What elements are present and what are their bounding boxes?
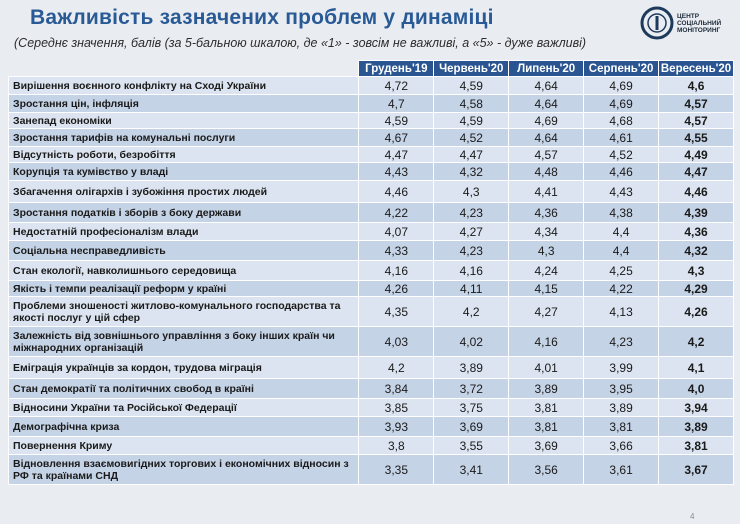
column-header: Липень'20 — [509, 61, 584, 77]
row-label: Недостатній професіоналізм влади — [9, 223, 359, 241]
table-cell: 4,22 — [584, 281, 659, 297]
table-row — [9, 297, 734, 327]
logo-icon — [640, 6, 674, 40]
table-cell: 3,81 — [584, 417, 659, 437]
table-cell: 4,59 — [359, 113, 434, 129]
table-cell: 4,43 — [359, 163, 434, 181]
row-label: Збагачення олігархів і зубожіння простих людей — [9, 181, 359, 203]
table-row — [9, 223, 734, 241]
table-cell: 4,69 — [509, 113, 584, 129]
table-cell: 4,03 — [359, 327, 434, 357]
table-cell: 3,93 — [359, 417, 434, 437]
row-label: Вирішення воєнного конфлікту на Сході України — [9, 77, 359, 95]
table-cell: 4,3 — [659, 261, 734, 281]
table-cell: 4,3 — [434, 181, 509, 203]
table-cell: 3,81 — [509, 399, 584, 417]
table-cell: 4,33 — [359, 241, 434, 261]
row-label: Відносини України та Російської Федерації — [9, 399, 359, 417]
table-cell: 4,72 — [359, 77, 434, 95]
table-cell: 4,35 — [359, 297, 434, 327]
table-cell: 4,27 — [509, 297, 584, 327]
table-cell: 3,89 — [659, 417, 734, 437]
table-cell: 3,35 — [359, 455, 434, 485]
table-cell: 4,69 — [584, 95, 659, 113]
table-cell: 4,2 — [434, 297, 509, 327]
table-cell: 4,36 — [659, 223, 734, 241]
table-cell: 4,2 — [359, 357, 434, 379]
table-cell: 4,46 — [359, 181, 434, 203]
row-label: Корупція та кумівство у владі — [9, 163, 359, 181]
table-cell: 4,38 — [584, 203, 659, 223]
row-label: Зростання податків і зборів з боку держави — [9, 203, 359, 223]
table-cell: 3,75 — [434, 399, 509, 417]
row-label: Залежність від зовнішнього управління з боку інших країн чи міжнародних організацій — [9, 327, 359, 357]
table-row — [9, 203, 734, 223]
table-row — [9, 261, 734, 281]
table-cell: 4,3 — [509, 241, 584, 261]
table-cell: 3,72 — [434, 379, 509, 399]
page-number: 4 — [690, 512, 695, 521]
table-cell: 4,47 — [434, 147, 509, 163]
page-subtitle: (Середнє значення, балів (за 5-бальною шкалою, де «1» - зовсім не важливі, а «5» - дуже важливі) — [14, 36, 587, 50]
table-cell: 3,89 — [584, 399, 659, 417]
table-cell: 4,0 — [659, 379, 734, 399]
column-header: Вересень'20 — [659, 61, 734, 77]
row-label: Занепад економіки — [9, 113, 359, 129]
table-cell: 3,66 — [584, 437, 659, 455]
table-cell: 3,55 — [434, 437, 509, 455]
table-cell: 4,47 — [659, 163, 734, 181]
table-cell: 3,69 — [434, 417, 509, 437]
table-cell: 4,1 — [659, 357, 734, 379]
table-cell: 4,59 — [434, 113, 509, 129]
table-cell: 4,48 — [509, 163, 584, 181]
table-cell: 4,27 — [434, 223, 509, 241]
row-label: Відновлення взаємовигідних торгових і економічних відносин з РФ та країнами СНД — [9, 455, 359, 485]
table-cell: 4,64 — [509, 77, 584, 95]
table-cell: 4,24 — [509, 261, 584, 281]
page-title: Важливість зазначених проблем у динаміці — [30, 6, 494, 29]
table-cell: 3,81 — [659, 437, 734, 455]
table-cell: 3,94 — [659, 399, 734, 417]
table-cell: 4,46 — [584, 163, 659, 181]
table-cell: 4,29 — [659, 281, 734, 297]
row-label: Повернення Криму — [9, 437, 359, 455]
table-row — [9, 163, 734, 181]
table-cell: 4,49 — [659, 147, 734, 163]
table-cell: 3,69 — [509, 437, 584, 455]
table-cell: 4,52 — [584, 147, 659, 163]
table-cell: 4,32 — [659, 241, 734, 261]
table-cell: 4,36 — [509, 203, 584, 223]
table-cell: 4,26 — [359, 281, 434, 297]
problems-table — [8, 60, 734, 485]
table-cell: 3,99 — [584, 357, 659, 379]
table-cell: 4,23 — [584, 327, 659, 357]
table-cell: 4,7 — [359, 95, 434, 113]
table-cell: 4,41 — [509, 181, 584, 203]
table-row — [9, 281, 734, 297]
table-cell: 4,16 — [509, 327, 584, 357]
table-row — [9, 357, 734, 379]
row-label: Проблеми зношеності житлово-комунального господарства та якості послуг у цій сфер — [9, 297, 359, 327]
header-corner — [9, 61, 359, 77]
table-cell: 4,43 — [584, 181, 659, 203]
table-cell: 4,64 — [509, 95, 584, 113]
table-cell: 3,8 — [359, 437, 434, 455]
row-label: Якість і темпи реалізації реформ у країні — [9, 281, 359, 297]
table-cell: 4,57 — [659, 113, 734, 129]
table-cell: 4,15 — [509, 281, 584, 297]
table-cell: 3,89 — [434, 357, 509, 379]
row-label: Стан демократії та політичних свобод в країні — [9, 379, 359, 399]
table-cell: 4,55 — [659, 129, 734, 147]
table-row — [9, 327, 734, 357]
table-cell: 3,56 — [509, 455, 584, 485]
column-header: Червень'20 — [434, 61, 509, 77]
row-label: Стан екології, навколишнього середовища — [9, 261, 359, 281]
row-label: Зростання тарифів на комунальні послуги — [9, 129, 359, 147]
table-cell: 4,68 — [584, 113, 659, 129]
table-cell: 4,22 — [359, 203, 434, 223]
row-label: Зростання цін, інфляція — [9, 95, 359, 113]
table-cell: 4,59 — [434, 77, 509, 95]
table-cell: 4,13 — [584, 297, 659, 327]
table-cell: 4,52 — [434, 129, 509, 147]
table-row — [9, 241, 734, 261]
table-cell: 4,34 — [509, 223, 584, 241]
row-label: Відсутність роботи, безробіття — [9, 147, 359, 163]
table-cell: 4,4 — [584, 223, 659, 241]
row-label: Демографічна криза — [9, 417, 359, 437]
table-cell: 4,23 — [434, 241, 509, 261]
table-row — [9, 113, 734, 129]
table-cell: 4,6 — [659, 77, 734, 95]
table-cell: 4,4 — [584, 241, 659, 261]
table-cell: 3,95 — [584, 379, 659, 399]
table-row — [9, 147, 734, 163]
table-row — [9, 181, 734, 203]
table-cell: 4,25 — [584, 261, 659, 281]
table-row — [9, 379, 734, 399]
table-cell: 4,2 — [659, 327, 734, 357]
row-label: Соціальна несправедливість — [9, 241, 359, 261]
table-row — [9, 129, 734, 147]
table-cell: 4,58 — [434, 95, 509, 113]
table-cell: 4,01 — [509, 357, 584, 379]
table-cell: 4,64 — [509, 129, 584, 147]
table-cell: 3,85 — [359, 399, 434, 417]
table-cell: 3,81 — [509, 417, 584, 437]
table-cell: 4,32 — [434, 163, 509, 181]
table-cell: 4,39 — [659, 203, 734, 223]
table-cell: 4,07 — [359, 223, 434, 241]
table-cell: 4,47 — [359, 147, 434, 163]
table-cell: 4,16 — [434, 261, 509, 281]
logo-text: ЦЕНТР СОЦІАЛЬНИЙ МОНІТОРИНГ — [677, 12, 722, 34]
table-header-row — [9, 61, 734, 77]
table-cell: 3,84 — [359, 379, 434, 399]
table-body — [9, 77, 734, 485]
table-row — [9, 399, 734, 417]
table-row — [9, 437, 734, 455]
table-row — [9, 455, 734, 485]
table-cell: 4,02 — [434, 327, 509, 357]
column-header: Серпень'20 — [584, 61, 659, 77]
table-cell: 4,23 — [434, 203, 509, 223]
table-cell: 4,61 — [584, 129, 659, 147]
column-header: Грудень'19 — [359, 61, 434, 77]
table-cell: 4,57 — [659, 95, 734, 113]
table-cell: 3,61 — [584, 455, 659, 485]
table-cell: 3,89 — [509, 379, 584, 399]
table-cell: 4,67 — [359, 129, 434, 147]
table-cell: 4,26 — [659, 297, 734, 327]
row-label: Еміграція українців за кордон, трудова міграція — [9, 357, 359, 379]
table-row — [9, 77, 734, 95]
table-row — [9, 95, 734, 113]
table-cell: 4,16 — [359, 261, 434, 281]
table-row — [9, 417, 734, 437]
table-cell: 3,41 — [434, 455, 509, 485]
logo — [640, 6, 733, 40]
table-cell: 4,57 — [509, 147, 584, 163]
table-cell: 4,46 — [659, 181, 734, 203]
table-cell: 3,67 — [659, 455, 734, 485]
table-cell: 4,69 — [584, 77, 659, 95]
table-cell: 4,11 — [434, 281, 509, 297]
